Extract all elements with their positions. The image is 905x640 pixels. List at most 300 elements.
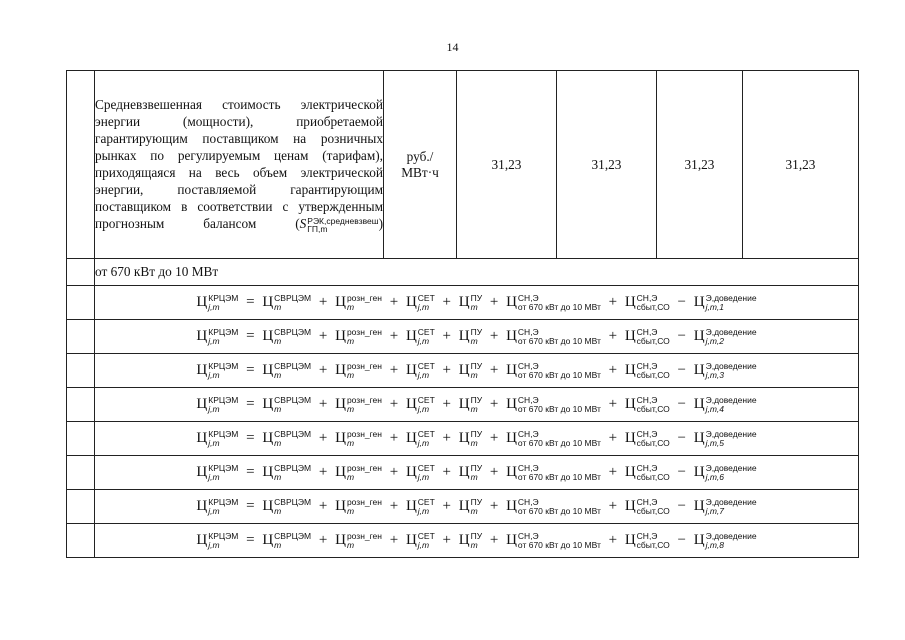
- formula-part: m: [274, 505, 282, 516]
- unit-cell: [384, 71, 457, 259]
- formula-part: −: [677, 430, 686, 446]
- formula-part: +: [489, 464, 499, 480]
- formula-script: [706, 328, 757, 346]
- formula-script: [706, 498, 757, 516]
- formula-part: Ц: [196, 464, 208, 480]
- formula-part: СВРЦЭМ: [274, 496, 312, 507]
- formula-part: розн_ген: [346, 394, 382, 405]
- row-number-cell: [67, 354, 95, 388]
- formula-part: j,m: [417, 403, 430, 414]
- closing-paren: ): [378, 216, 383, 232]
- formula-part: +: [318, 294, 328, 310]
- formula-part: от 670 кВт до 10 МВт: [517, 335, 601, 346]
- formula-part: СЕТ: [417, 496, 435, 507]
- formula-script: [418, 294, 435, 312]
- formula-part: СВРЦЭМ: [274, 326, 312, 337]
- formula-part: Ц: [506, 498, 517, 514]
- formula-part: j,m,: [705, 505, 720, 516]
- formula-part: Ц: [405, 532, 417, 548]
- formula: [196, 328, 756, 344]
- row-number-cell: [67, 524, 95, 558]
- formula-cell: [95, 490, 859, 524]
- formula-part: розн_ген: [346, 496, 382, 507]
- formula-part: +: [318, 532, 328, 548]
- formula-part: сбыт,СО: [636, 539, 670, 550]
- formula-part: +: [389, 362, 399, 378]
- formula-cell: [95, 524, 859, 558]
- formula-part: m: [470, 471, 478, 482]
- table-row-formula: [67, 354, 859, 388]
- formula-script: [518, 294, 601, 312]
- formula-part: Ц: [196, 328, 208, 344]
- formula-part: Ц: [405, 498, 417, 514]
- formula-part: +: [389, 328, 399, 344]
- formula-part: КРЦЭМ: [208, 394, 239, 405]
- formula-part: сбыт,СО: [636, 505, 670, 516]
- formula-part: от 670 кВт до 10 МВт: [517, 505, 601, 516]
- formula-part: m: [470, 539, 478, 550]
- formula-script: [471, 328, 483, 346]
- formula-part: Ц: [693, 396, 705, 412]
- value-cell-3: 31,23: [657, 71, 743, 259]
- formula-part: сбыт,СО: [636, 437, 670, 448]
- formula-part: Ц: [624, 464, 636, 480]
- formula-index: 3: [719, 369, 725, 380]
- formula-part: Ц: [405, 430, 417, 446]
- formula-part: =: [246, 294, 255, 310]
- formula-script: [208, 294, 238, 312]
- formula-part: от 670 кВт до 10 МВт: [517, 301, 601, 312]
- formula-part: ПУ: [470, 360, 483, 371]
- formula-part: Ц: [196, 430, 208, 446]
- formula-script: [208, 396, 238, 414]
- formula-part: m: [274, 471, 282, 482]
- formula-part: +: [489, 362, 499, 378]
- formula-part: +: [608, 396, 618, 412]
- formula-part: j,m: [417, 301, 430, 312]
- formula-part: СЕТ: [417, 394, 435, 405]
- formula-part: m: [274, 301, 282, 312]
- formula-part: сбыт,СО: [636, 369, 670, 380]
- formula-part: −: [677, 362, 686, 378]
- row-number-cell: [67, 456, 95, 490]
- formula-part: +: [318, 396, 328, 412]
- formula-part: j,m: [208, 471, 220, 482]
- formula-part: Ц: [262, 498, 274, 514]
- formula-script: [471, 430, 483, 448]
- description-text: Средневзвешенная стоимость электрической энергии (мощности), приобретаемой гарантирующим поставщиком на розничных рынках по регулируемым ценам (тарифам), приходящаяся на весь объем электрической энергии, поставляемой гарантирующим поставщиком в соответствии с утвержденным прогнозным балансом (: [95, 96, 383, 232]
- formula-part: сбыт,СО: [636, 335, 670, 346]
- formula-part: Ц: [693, 498, 705, 514]
- formula-script: [418, 362, 435, 380]
- formula-part: Ц: [405, 396, 417, 412]
- row-number-cell: [67, 422, 95, 456]
- formula-part: m: [274, 403, 282, 414]
- formula-part: ПУ: [470, 428, 483, 439]
- row-number-cell: [67, 286, 95, 320]
- formula-script: [208, 430, 238, 448]
- formula-part: СН,Э: [636, 496, 658, 507]
- formula-part: Ц: [693, 464, 705, 480]
- formula-part: j,m,: [705, 335, 720, 346]
- table-row-formula: [67, 388, 859, 422]
- tariff-table: [66, 70, 859, 558]
- formula-index: 5: [719, 437, 725, 448]
- formula-part: m: [274, 369, 282, 380]
- formula-part: +: [608, 498, 618, 514]
- formula-part: от 670 кВт до 10 МВт: [517, 403, 601, 414]
- formula-script: [637, 498, 670, 516]
- table-row-section: [67, 259, 859, 286]
- formula-part: КРЦЭМ: [208, 496, 239, 507]
- formula-index: 4: [719, 403, 725, 414]
- formula-part: +: [389, 294, 399, 310]
- formula-part: сбыт,СО: [636, 403, 670, 414]
- formula-part: Ц: [196, 498, 208, 514]
- formula-part: m: [346, 301, 355, 312]
- formula-part: от 670 кВт до 10 МВт: [517, 369, 601, 380]
- formula-part: −: [677, 328, 686, 344]
- formula-script: [208, 464, 238, 482]
- formula-part: +: [442, 396, 451, 412]
- formula-part: СВРЦЭМ: [274, 530, 312, 541]
- formula-part: розн_ген: [346, 462, 382, 473]
- formula-part: СН,Э: [636, 326, 658, 337]
- formula-script: [418, 430, 435, 448]
- value-cell-4: 31,23: [743, 71, 859, 259]
- formula-script: [418, 396, 435, 414]
- formula-part: j,m: [417, 437, 430, 448]
- formula-part: Ц: [335, 464, 346, 480]
- formula: [196, 362, 756, 378]
- formula-cell: [95, 422, 859, 456]
- table-row-formula: [67, 524, 859, 558]
- formula-part: +: [389, 464, 399, 480]
- formula-part: −: [677, 532, 686, 548]
- formula-part: −: [677, 396, 686, 412]
- formula-part: СЕТ: [417, 360, 435, 371]
- formula-script: [471, 532, 483, 550]
- formula-part: +: [389, 532, 399, 548]
- formula-script: [471, 294, 483, 312]
- formula-script: [637, 396, 670, 414]
- formula-part: +: [442, 498, 451, 514]
- table-row-formula: [67, 456, 859, 490]
- formula-part: m: [346, 471, 355, 482]
- formula-part: =: [246, 498, 255, 514]
- formula-cell: [95, 388, 859, 422]
- formula-part: m: [346, 505, 355, 516]
- formula-part: Ц: [624, 498, 636, 514]
- formula-part: Ц: [624, 532, 636, 548]
- formula-part: СВРЦЭМ: [274, 394, 312, 405]
- formula-part: j,m: [208, 403, 220, 414]
- formula-part: СН,Э: [517, 428, 539, 439]
- formula-part: j,m,: [705, 471, 720, 482]
- formula: [196, 294, 756, 310]
- formula-script: [518, 362, 601, 380]
- formula-cell: [95, 286, 859, 320]
- formula-script: [274, 498, 311, 516]
- formula-part: +: [489, 498, 499, 514]
- formula-part: Ц: [405, 328, 417, 344]
- table-row-formula: [67, 490, 859, 524]
- formula-script: [347, 532, 382, 550]
- formula-part: Ц: [624, 430, 636, 446]
- formula: [196, 430, 756, 446]
- formula-part: +: [389, 498, 399, 514]
- formula-part: Ц: [693, 362, 705, 378]
- formula-part: +: [608, 362, 618, 378]
- formula-script: [208, 498, 238, 516]
- formula-part: Ц: [624, 396, 636, 412]
- formula-script: [274, 294, 311, 312]
- formula-part: СН,Э: [636, 530, 658, 541]
- formula-part: Ц: [405, 362, 417, 378]
- formula-part: +: [442, 464, 451, 480]
- formula-script: [637, 328, 670, 346]
- formula-part: Ц: [458, 430, 470, 446]
- formula-part: КРЦЭМ: [208, 292, 239, 303]
- formula-script: [274, 396, 311, 414]
- formula-part: Ц: [693, 328, 705, 344]
- formula-script: [471, 498, 483, 516]
- formula-part: j,m: [208, 301, 220, 312]
- formula-part: Ц: [335, 294, 346, 310]
- formula-part: +: [608, 464, 618, 480]
- formula-part: Ц: [506, 328, 517, 344]
- formula-part: m: [470, 301, 478, 312]
- row-number-cell: [67, 320, 95, 354]
- formula-part: j,m,: [705, 403, 720, 414]
- formula-part: Ц: [624, 362, 636, 378]
- formula-part: +: [318, 430, 328, 446]
- formula-script: [347, 396, 382, 414]
- formula-part: СВРЦЭМ: [274, 360, 312, 371]
- formula-part: +: [489, 294, 499, 310]
- formula-part: Ц: [405, 464, 417, 480]
- formula-part: сбыт,СО: [636, 301, 670, 312]
- symbol-base: S: [299, 216, 307, 232]
- formula-script: [706, 396, 757, 414]
- formula-part: m: [346, 369, 355, 380]
- formula-script: [208, 328, 238, 346]
- formula-part: Ц: [405, 294, 417, 310]
- row-number-cell: [67, 259, 95, 286]
- formula: [196, 464, 756, 480]
- formula-part: +: [608, 294, 618, 310]
- formula-script: [518, 464, 601, 482]
- formula-script: [518, 532, 601, 550]
- formula-part: СН,Э: [517, 326, 539, 337]
- formula-script: [706, 362, 757, 380]
- row-number-cell: [67, 490, 95, 524]
- formula-script: [706, 464, 757, 482]
- formula-index: 2: [719, 335, 725, 346]
- formula-part: Э,доведение: [705, 394, 757, 405]
- formula-part: +: [442, 430, 451, 446]
- formula-part: Ц: [262, 464, 274, 480]
- formula-part: +: [318, 362, 328, 378]
- formula-part: от 670 кВт до 10 МВт: [517, 539, 601, 550]
- formula-index: 1: [719, 301, 725, 312]
- formula-part: СН,Э: [517, 462, 539, 473]
- formula-script: [418, 464, 435, 482]
- formula-part: Э,доведение: [705, 530, 757, 541]
- formula-part: =: [246, 430, 255, 446]
- formula-part: СЕТ: [417, 292, 435, 303]
- formula-part: Ц: [506, 396, 517, 412]
- formula-part: Ц: [335, 396, 346, 412]
- formula-part: =: [246, 396, 255, 412]
- formula-part: m: [470, 505, 478, 516]
- formula-part: СН,Э: [517, 530, 539, 541]
- formula-part: j,m,: [705, 437, 720, 448]
- formula-part: СВРЦЭМ: [274, 428, 312, 439]
- formula-part: j,m: [208, 335, 220, 346]
- formula-part: Э,доведение: [705, 292, 757, 303]
- formula-part: =: [246, 362, 255, 378]
- formula-part: СН,Э: [517, 360, 539, 371]
- unit-line-2: МВт·ч: [401, 164, 439, 180]
- formula-part: Ц: [458, 328, 470, 344]
- formula-part: Ц: [458, 362, 470, 378]
- formula-script: [274, 328, 311, 346]
- formula-part: СН,Э: [636, 462, 658, 473]
- formula-part: СЕТ: [417, 326, 435, 337]
- table-row-weighted-cost: [67, 71, 859, 259]
- formula-script: [518, 498, 601, 516]
- formula-part: КРЦЭМ: [208, 462, 239, 473]
- formula-part: Ц: [196, 362, 208, 378]
- formula-part: ПУ: [470, 394, 483, 405]
- formula-part: m: [274, 335, 282, 346]
- formula-part: Ц: [335, 430, 346, 446]
- formula-part: +: [442, 362, 451, 378]
- formula-part: СЕТ: [417, 428, 435, 439]
- formula-cell: [95, 354, 859, 388]
- formula-part: ПУ: [470, 530, 483, 541]
- formula-part: j,m: [417, 471, 430, 482]
- formula-part: от 670 кВт до 10 МВт: [517, 437, 601, 448]
- symbol-sup: РЭК,средневзвеш: [307, 216, 379, 227]
- formula-part: j,m,: [705, 301, 720, 312]
- formula-part: Э,доведение: [705, 360, 757, 371]
- page-number: 14: [446, 40, 459, 54]
- table-row-formula: [67, 422, 859, 456]
- formula-part: +: [608, 430, 618, 446]
- formula-script: [347, 464, 382, 482]
- unit-line-1: руб./: [406, 148, 434, 164]
- formula-part: +: [442, 328, 451, 344]
- formula-script: [706, 430, 757, 448]
- formula-part: +: [489, 532, 499, 548]
- formula-part: m: [346, 437, 355, 448]
- formula-part: КРЦЭМ: [208, 530, 239, 541]
- formula-part: +: [318, 464, 328, 480]
- formula-part: КРЦЭМ: [208, 360, 239, 371]
- formula-script: [208, 532, 238, 550]
- formula-part: СН,Э: [636, 428, 658, 439]
- formula-part: m: [470, 437, 478, 448]
- formula-part: j,m: [417, 505, 430, 516]
- formula-part: ПУ: [470, 462, 483, 473]
- formula-script: [347, 430, 382, 448]
- formula-part: СВРЦЭМ: [274, 292, 312, 303]
- formula-script: [208, 362, 238, 380]
- formula-part: сбыт,СО: [636, 471, 670, 482]
- formula-part: m: [274, 437, 282, 448]
- formula-part: Ц: [262, 430, 274, 446]
- formula-part: j,m: [208, 369, 220, 380]
- formula-index: 7: [719, 505, 725, 516]
- formula-part: Ц: [196, 532, 208, 548]
- formula-part: Ц: [458, 498, 470, 514]
- formula-script: [637, 362, 670, 380]
- formula-part: Ц: [624, 328, 636, 344]
- formula-part: +: [389, 430, 399, 446]
- formula-part: СН,Э: [517, 292, 539, 303]
- value-cell-1: 31,23: [457, 71, 557, 259]
- formula-part: +: [489, 328, 499, 344]
- formula-part: СН,Э: [517, 394, 539, 405]
- row-number-cell: [67, 71, 95, 259]
- formula-part: Ц: [506, 362, 517, 378]
- formula-part: m: [346, 335, 355, 346]
- formula-part: Ц: [693, 294, 705, 310]
- formula-script: [518, 430, 601, 448]
- formula-script: [637, 464, 670, 482]
- formula-script: [274, 532, 311, 550]
- formula-script: [274, 362, 311, 380]
- formula-part: m: [470, 369, 478, 380]
- formula-cell: [95, 320, 859, 354]
- formula-part: СЕТ: [417, 530, 435, 541]
- formula-script: [637, 430, 670, 448]
- formula-script: [518, 328, 601, 346]
- formula-part: розн_ген: [346, 292, 382, 303]
- formula-part: +: [489, 430, 499, 446]
- formula-part: КРЦЭМ: [208, 326, 239, 337]
- formula-part: Ц: [624, 294, 636, 310]
- formula-part: Ц: [693, 430, 705, 446]
- formula-part: =: [246, 464, 255, 480]
- formula-part: +: [608, 532, 618, 548]
- formula-part: Ц: [693, 532, 705, 548]
- formula-index: 8: [719, 539, 725, 550]
- formula-part: +: [489, 396, 499, 412]
- formula-script: [274, 430, 311, 448]
- formula-script: [637, 294, 670, 312]
- row-number-cell: [67, 388, 95, 422]
- formula-part: СВРЦЭМ: [274, 462, 312, 473]
- formula-script: [637, 532, 670, 550]
- formula-part: m: [470, 335, 478, 346]
- formula-part: Ц: [335, 498, 346, 514]
- formula-part: j,m: [417, 369, 430, 380]
- formula-part: −: [677, 464, 686, 480]
- description-cell: [95, 71, 384, 259]
- formula-part: Э,доведение: [705, 428, 757, 439]
- formula-part: розн_ген: [346, 428, 382, 439]
- formula-part: m: [470, 403, 478, 414]
- formula-script: [274, 464, 311, 482]
- table-row-formula: [67, 320, 859, 354]
- formula-script: [418, 498, 435, 516]
- formula-part: Ц: [458, 464, 470, 480]
- table-row-formula: [67, 286, 859, 320]
- formula-part: Ц: [506, 532, 517, 548]
